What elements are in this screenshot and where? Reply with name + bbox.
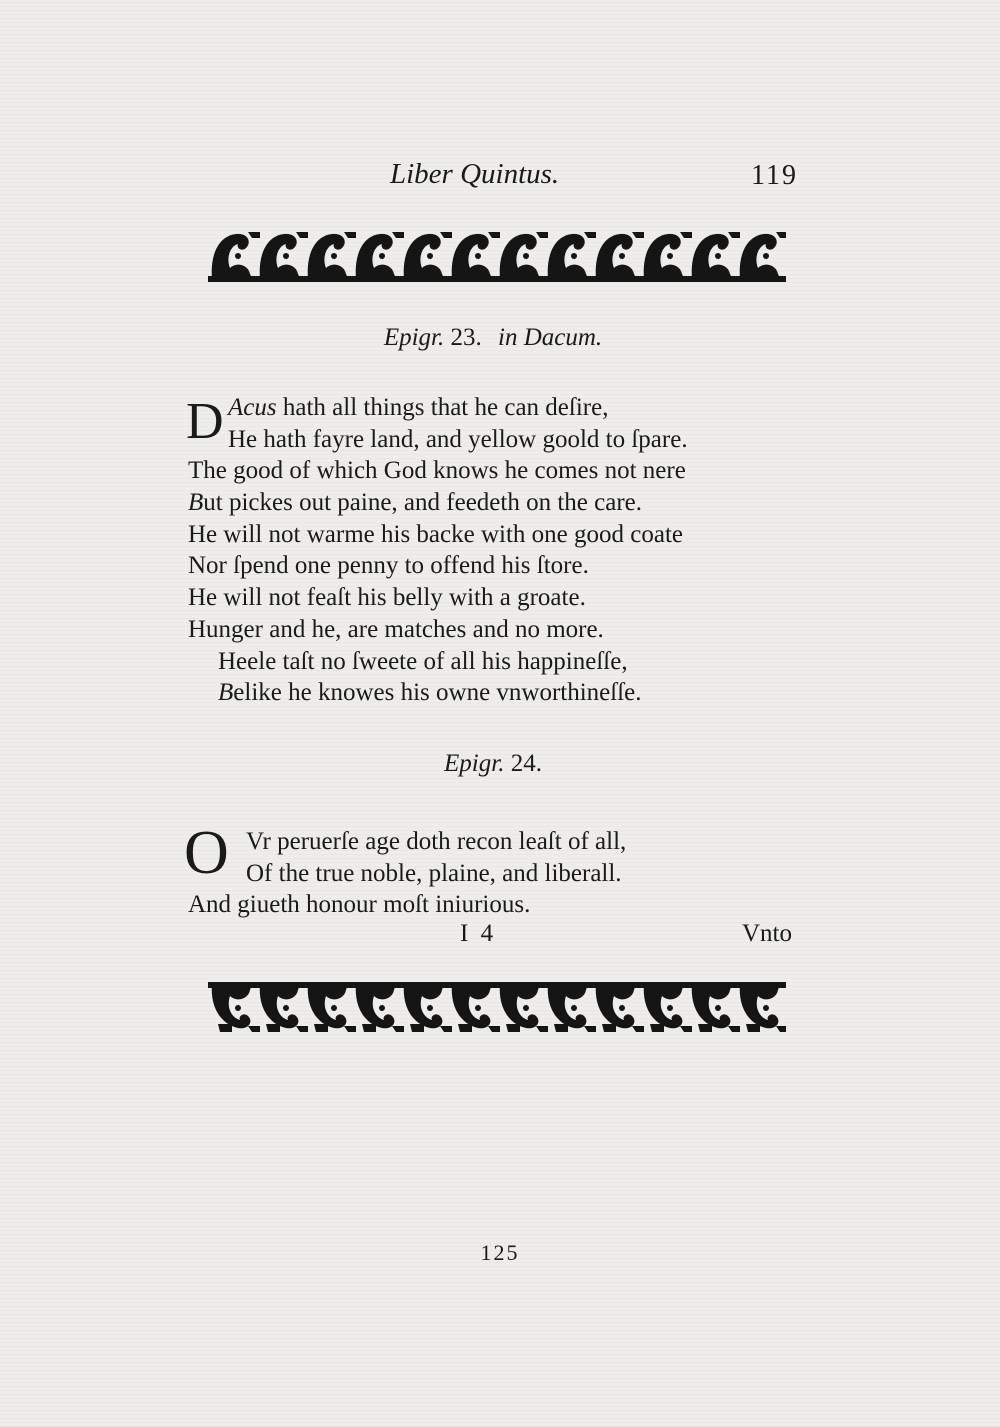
poem-line: He hath fayre land, and yellow goold to ſpare. xyxy=(228,425,688,453)
running-title: Liber Quintus. xyxy=(390,158,560,190)
dropcap-o: O xyxy=(184,819,229,887)
italic-word: Acus xyxy=(228,394,277,421)
italic-initial: B xyxy=(218,679,234,707)
poem-line: The good of which God knows he comes not nere xyxy=(188,457,686,485)
ornament-icon xyxy=(208,974,786,1038)
line-text: ut pickes out paine, and feedeth on the care. xyxy=(203,489,642,517)
heading-subject: in Dacum. xyxy=(498,324,603,351)
epigram-24-heading xyxy=(188,750,798,778)
poem-line: And giueth honour moſt iniurious. xyxy=(188,891,531,919)
bottom-ornament-band xyxy=(208,974,786,1038)
italic-initial: B xyxy=(188,489,204,517)
heading-number: 24. xyxy=(510,750,542,777)
poem-line xyxy=(188,487,828,519)
line-text: hath all things that he can deſire, xyxy=(276,394,609,421)
page-number: 125 xyxy=(480,1240,520,1265)
folio-number: 119 xyxy=(751,160,798,191)
epigram-24-text xyxy=(188,826,828,921)
ornament-icon xyxy=(208,226,786,290)
poem-line: Vr peruerſe age doth recon leaſt of all, xyxy=(246,828,627,855)
poem-line xyxy=(188,392,828,424)
poem-line: He will not feaſt his belly with a groate. xyxy=(188,584,586,612)
poem-line xyxy=(188,677,828,709)
running-head xyxy=(188,158,798,202)
catchword: Vnto xyxy=(742,920,792,947)
line-text: elike he knowes his owne vnworthineſſe. xyxy=(233,679,642,707)
heading-epigr: Epigr. xyxy=(383,324,445,351)
poem-line: Nor ſpend one penny to offend his ſtore. xyxy=(188,552,589,580)
heading-number: 23. xyxy=(450,324,482,351)
dropcap-d: D xyxy=(186,393,224,450)
heading-epigr: Epigr. xyxy=(444,750,505,777)
top-ornament-band xyxy=(208,226,786,290)
signature-mark: I 4 xyxy=(460,920,497,947)
poem-line: Heele taſt no ſweete of all his happineſſe, xyxy=(218,647,628,675)
poem-line: Hunger and he, are matches and no more. xyxy=(188,615,604,643)
poem-line: He will not warme his backe with one good coate xyxy=(188,520,683,548)
poem-line: Of the true noble, plaine, and liberall. xyxy=(246,859,622,887)
epigram-23-text xyxy=(188,392,828,709)
epigram-23-heading xyxy=(188,324,798,352)
